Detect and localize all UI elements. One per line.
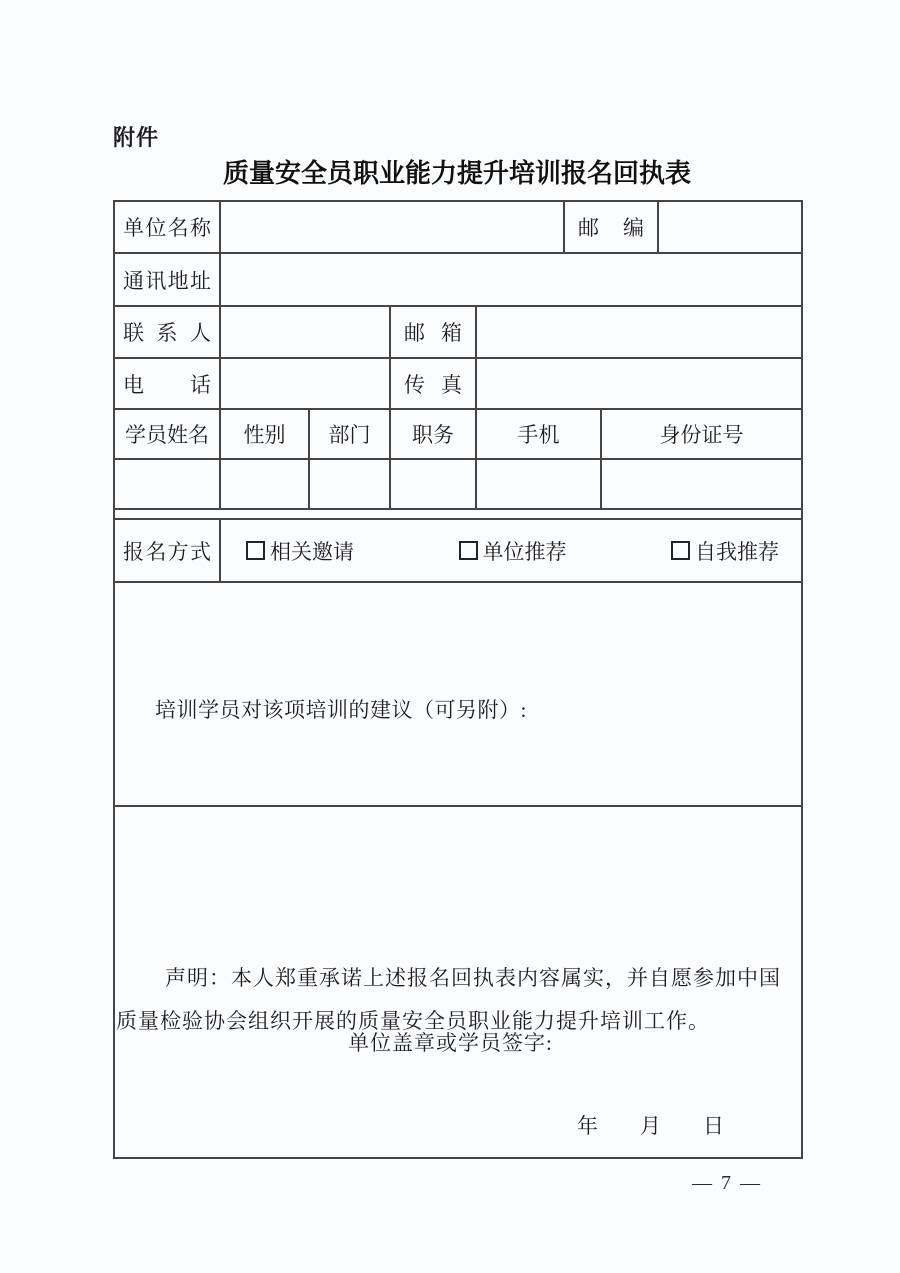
- declaration-text: 声明：本人郑重承诺上述报名回执表内容属实，并自愿参加中国质量检验协会组织开展的质量安全员职业能力提升培训工作。: [116, 966, 781, 1033]
- suggestion-label: 培训学员对该项培训的建议（可另附）:: [155, 698, 527, 722]
- mobile-cell[interactable]: [476, 459, 601, 509]
- page-number: — 7 —: [692, 1172, 762, 1194]
- registration-options: [222, 536, 800, 566]
- postal-code-input-cell[interactable]: [658, 201, 802, 253]
- trainee-header-row: [114, 409, 802, 459]
- postal-code-label: 邮 编: [564, 201, 658, 253]
- trainee-name-cell[interactable]: [114, 459, 220, 509]
- row-phone: [114, 358, 802, 409]
- trainee-data-row: [114, 459, 802, 509]
- department-header: 部门: [309, 409, 390, 459]
- signature-label: 单位盖章或学员签字:: [348, 1031, 553, 1055]
- row-suggestion: [114, 582, 802, 806]
- row-contact: [114, 306, 802, 358]
- id-number-header: 身份证号: [601, 409, 802, 459]
- checkbox-icon[interactable]: [671, 541, 690, 560]
- gender-header: 性别: [220, 409, 309, 459]
- position-cell[interactable]: [390, 459, 476, 509]
- id-number-cell[interactable]: [601, 459, 802, 509]
- gender-cell[interactable]: [220, 459, 309, 509]
- unit-name-input-cell[interactable]: [220, 201, 564, 253]
- registration-method-options-cell: [220, 519, 802, 582]
- mobile-header: 手机: [476, 409, 601, 459]
- row-unit-name: [114, 201, 802, 253]
- checkbox-icon[interactable]: [246, 541, 265, 560]
- checkbox-icon[interactable]: [459, 541, 478, 560]
- option-related-invitation[interactable]: [246, 536, 354, 566]
- row-address: [114, 253, 802, 306]
- declaration-area: [114, 806, 802, 1158]
- table-divider-gap: [114, 509, 802, 519]
- registration-form-table: [113, 200, 803, 1159]
- attachment-label: 附件: [113, 126, 160, 151]
- address-input-cell[interactable]: [220, 253, 802, 306]
- option-self-recommendation[interactable]: [671, 536, 779, 566]
- position-header: 职务: [390, 409, 476, 459]
- email-input-cell[interactable]: [476, 306, 802, 358]
- email-label: 邮 箱: [390, 306, 476, 358]
- unit-name-label: 单位名称: [114, 201, 220, 253]
- option-unit-recommendation[interactable]: [459, 536, 567, 566]
- option-label: 自我推荐: [695, 539, 779, 564]
- phone-input-cell[interactable]: [220, 358, 390, 409]
- department-cell[interactable]: [309, 459, 390, 509]
- phone-label: 电 话: [114, 358, 220, 409]
- option-label: 相关邀请: [270, 539, 354, 564]
- row-declaration: [114, 806, 802, 1158]
- page-title: 质量安全员职业能力提升培训报名回执表: [222, 159, 691, 189]
- option-label: 单位推荐: [482, 539, 567, 564]
- registration-method-label: 报名方式: [114, 519, 220, 582]
- row-registration-method: [114, 519, 802, 582]
- trainee-name-header: 学员姓名: [114, 409, 220, 459]
- suggestion-input-area[interactable]: [114, 582, 802, 806]
- fax-input-cell[interactable]: [476, 358, 802, 409]
- date-line: 年 月 日: [577, 1114, 724, 1138]
- contact-label: 联 系 人: [114, 306, 220, 358]
- contact-input-cell[interactable]: [220, 306, 390, 358]
- address-label: 通讯地址: [114, 253, 220, 306]
- fax-label: 传 真: [390, 358, 476, 409]
